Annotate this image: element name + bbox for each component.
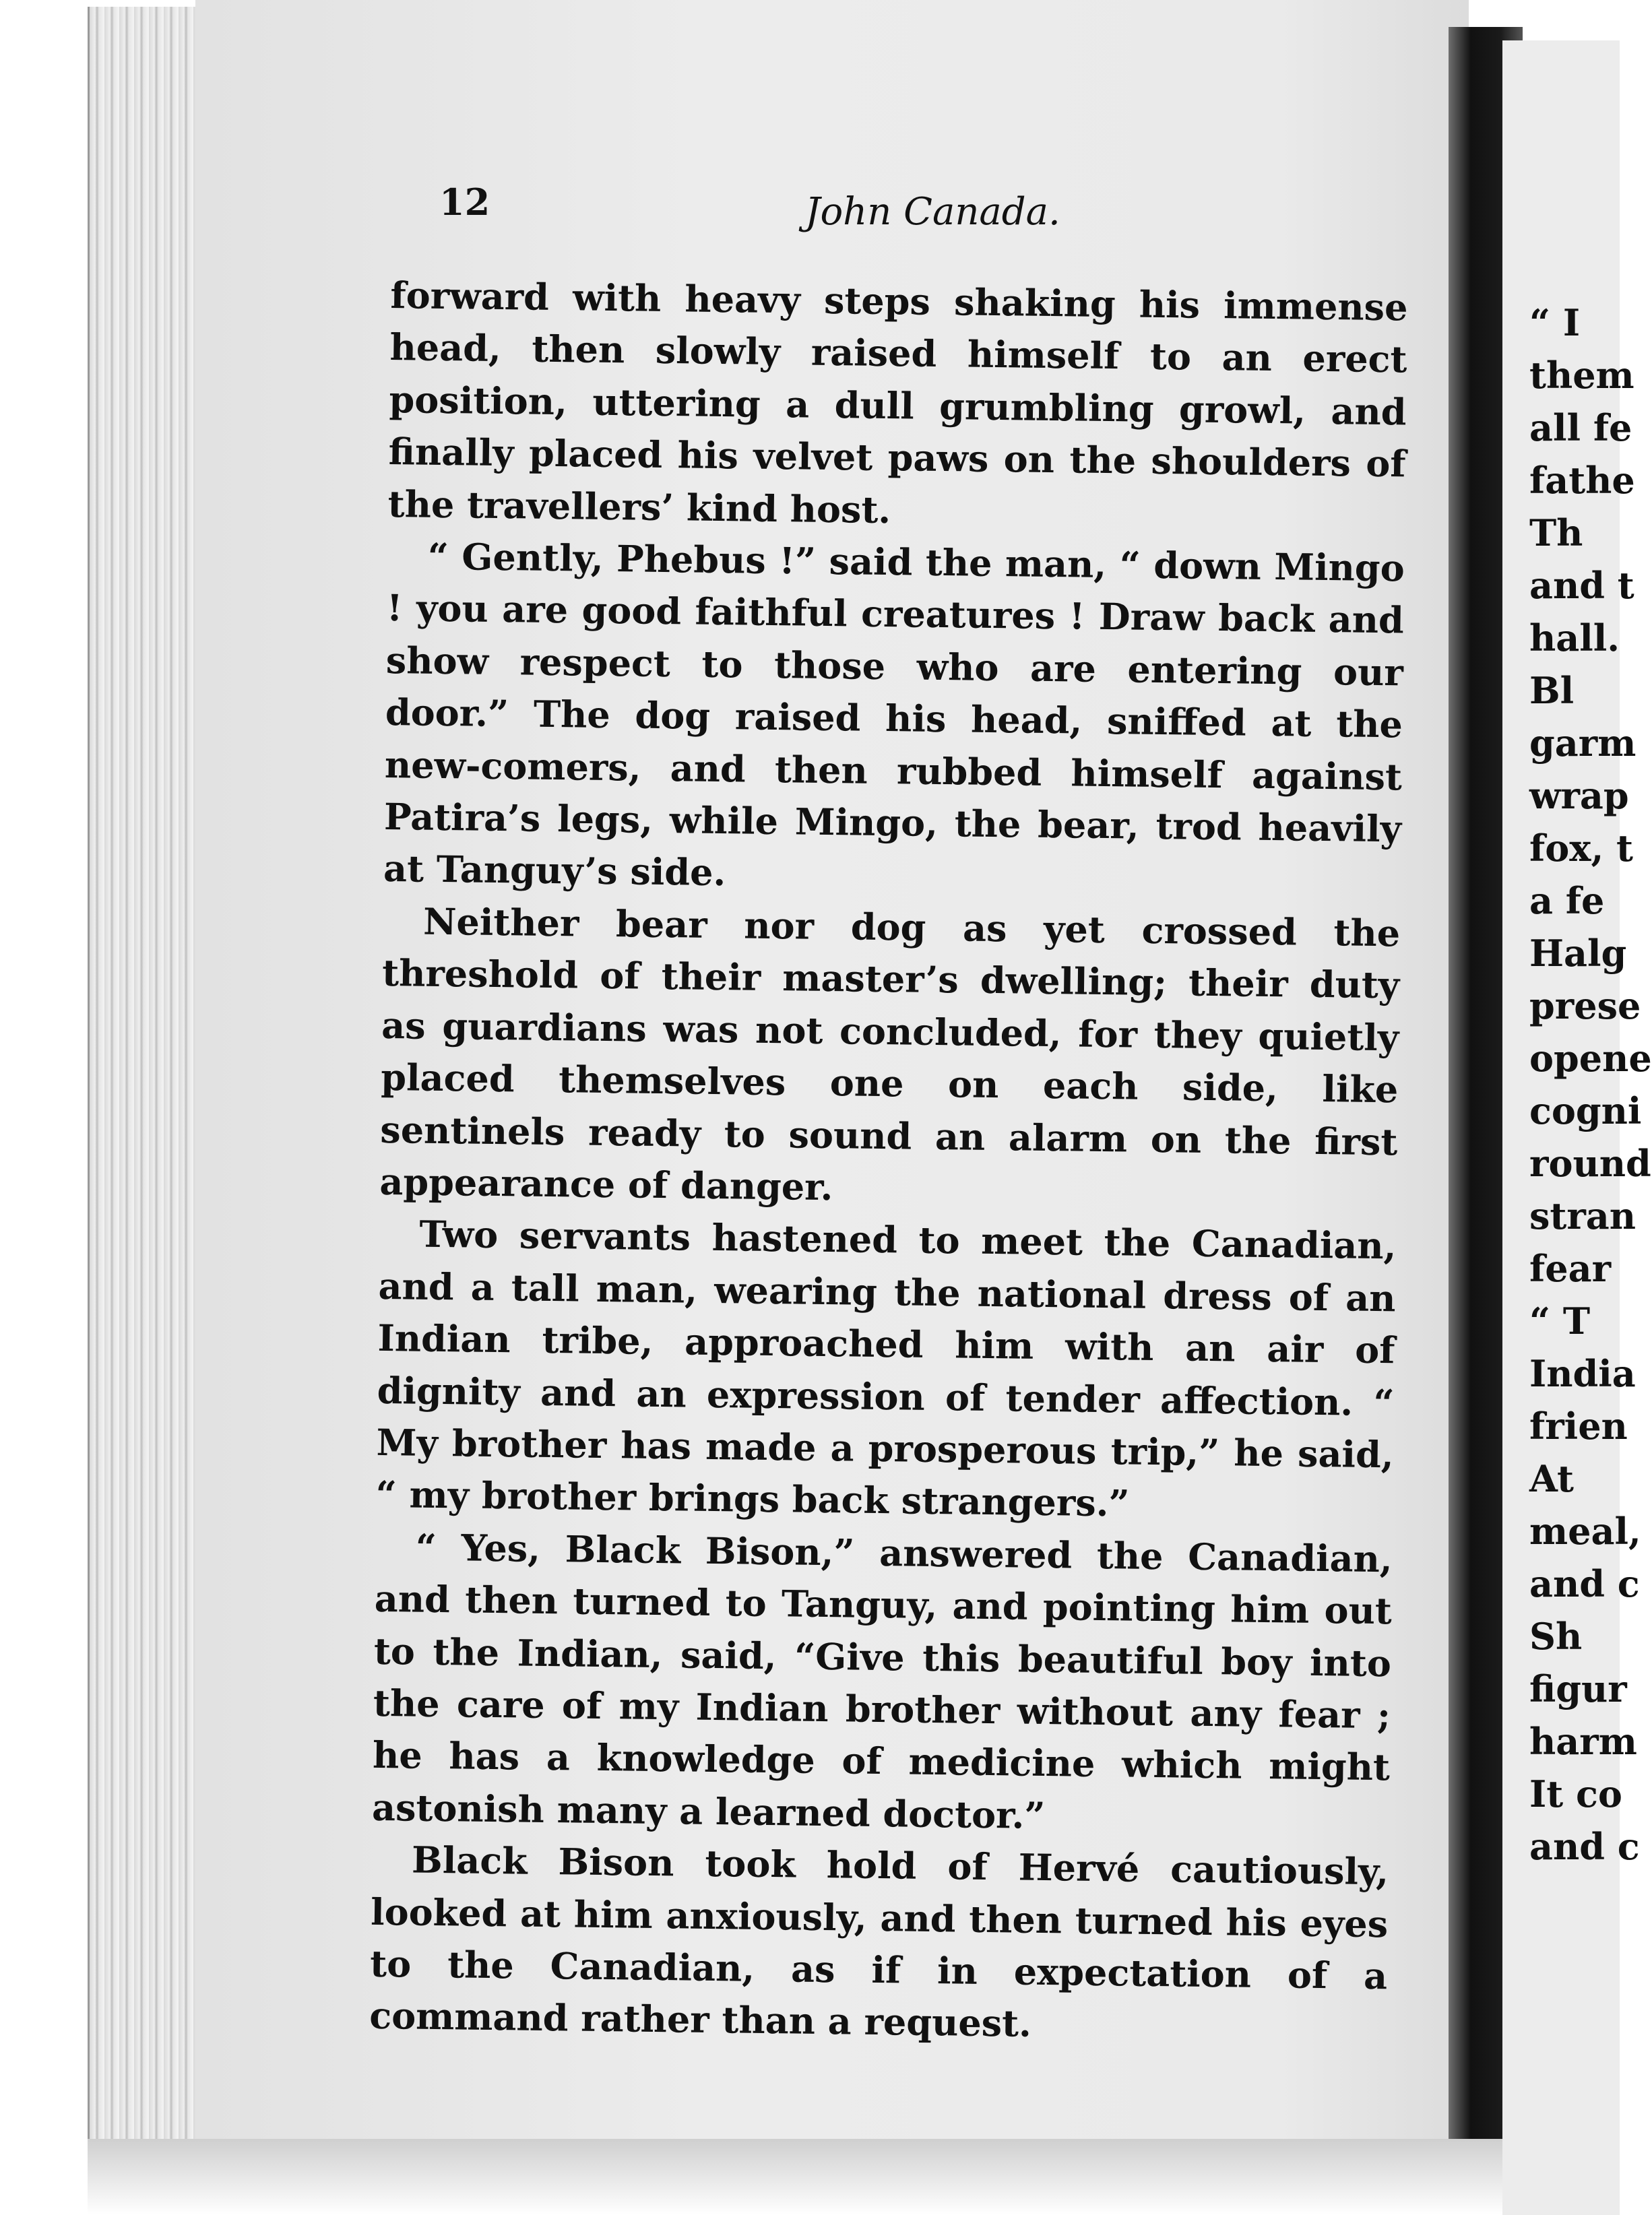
facing-line: and c [1529,1825,1640,1868]
facing-line: frien [1529,1405,1628,1448]
paragraph: forward with heavy steps shaking his immense head, then slowly raised himself to an erect position, uttering a dull grumbling growl, and finally placed his velvet paws on the shoulders of the travellers’ kind host. [387,273,1408,532]
facing-line: all fe [1529,406,1632,449]
facing-line: Halg [1529,932,1627,975]
page-number: 12 [439,181,490,224]
facing-line: meal, [1529,1510,1641,1553]
facing-line: figur [1529,1667,1627,1710]
facing-line: At [1529,1457,1574,1500]
facing-line: fear [1529,1247,1612,1290]
facing-line: them [1529,354,1634,397]
body-text [369,269,1408,2055]
facing-line: round [1529,1142,1651,1185]
facing-line: Sh [1529,1615,1583,1658]
facing-line: “ I [1529,301,1581,344]
paragraph: Black Bison took hold of Hervé cautiously, looked at him anxiously, and then turned his eyes to the Canadian, as if in expectation of a command rather than a request. [369,1838,1389,2046]
facing-line: a fe [1529,879,1605,922]
facing-line: and t [1529,564,1634,607]
facing-line: fox, t [1529,827,1633,870]
paragraph: “ Gently, Phebus !” said the man, “ down Mingo ! you are good faithful creatures ! Draw back and show respect to those who are entering our door.” The dog raised his head, sniffed at the new-comers, and then rubbed himself against Patira’s legs, while Mingo, the bear, trod heavily at Tanguy’s side. [383,534,1405,895]
paragraph: “ Yes, Black Bison,” answered the Canadian, and then turned to Tanguy, and pointing him out to the Indian, said, “Give this beautiful boy into the care of my Indian brother without any fear ; he has a knowledge of medicine which might astonish many a learned doctor.” [371,1525,1393,1837]
facing-line: and c [1529,1562,1640,1605]
facing-line: Bl [1529,669,1575,712]
facing-line: India [1529,1352,1636,1395]
facing-line: prese [1529,984,1641,1027]
facing-line: It co [1529,1772,1622,1816]
right-page [1502,40,1652,2215]
facing-line: garm [1529,721,1637,765]
facing-line: fathe [1529,459,1635,502]
paragraph: Neither bear nor dog as yet crossed the threshold of their master’s dwelling; their duty as guardians was not concluded, for they quietly placed themselves one on each side, like sentinels ready to sound an alarm on the first appearance of danger. [379,899,1401,1209]
facing-line: hall. [1529,616,1620,660]
facing-line: opene [1529,1037,1652,1080]
page-edges [88,7,204,2162]
facing-page-text [1529,296,1652,1873]
running-head: John Canada. [805,190,1060,234]
facing-line: harm [1529,1720,1637,1763]
facing-line: “ T [1529,1299,1591,1343]
facing-line: stran [1529,1194,1637,1238]
facing-line: wrap [1529,774,1629,817]
facing-line: Th [1529,511,1583,554]
facing-line: cogni [1529,1089,1642,1132]
bottom-shadow [88,2139,1502,2215]
paragraph: Two servants hastened to meet the Canadian, and a tall man, wearing the national dress of an Indian tribe, approached him with an air of dignity and an expression of tender affection. “ My brother has made a prosperous trip,” he said, “ my brother brings back strangers.” [375,1212,1397,1525]
